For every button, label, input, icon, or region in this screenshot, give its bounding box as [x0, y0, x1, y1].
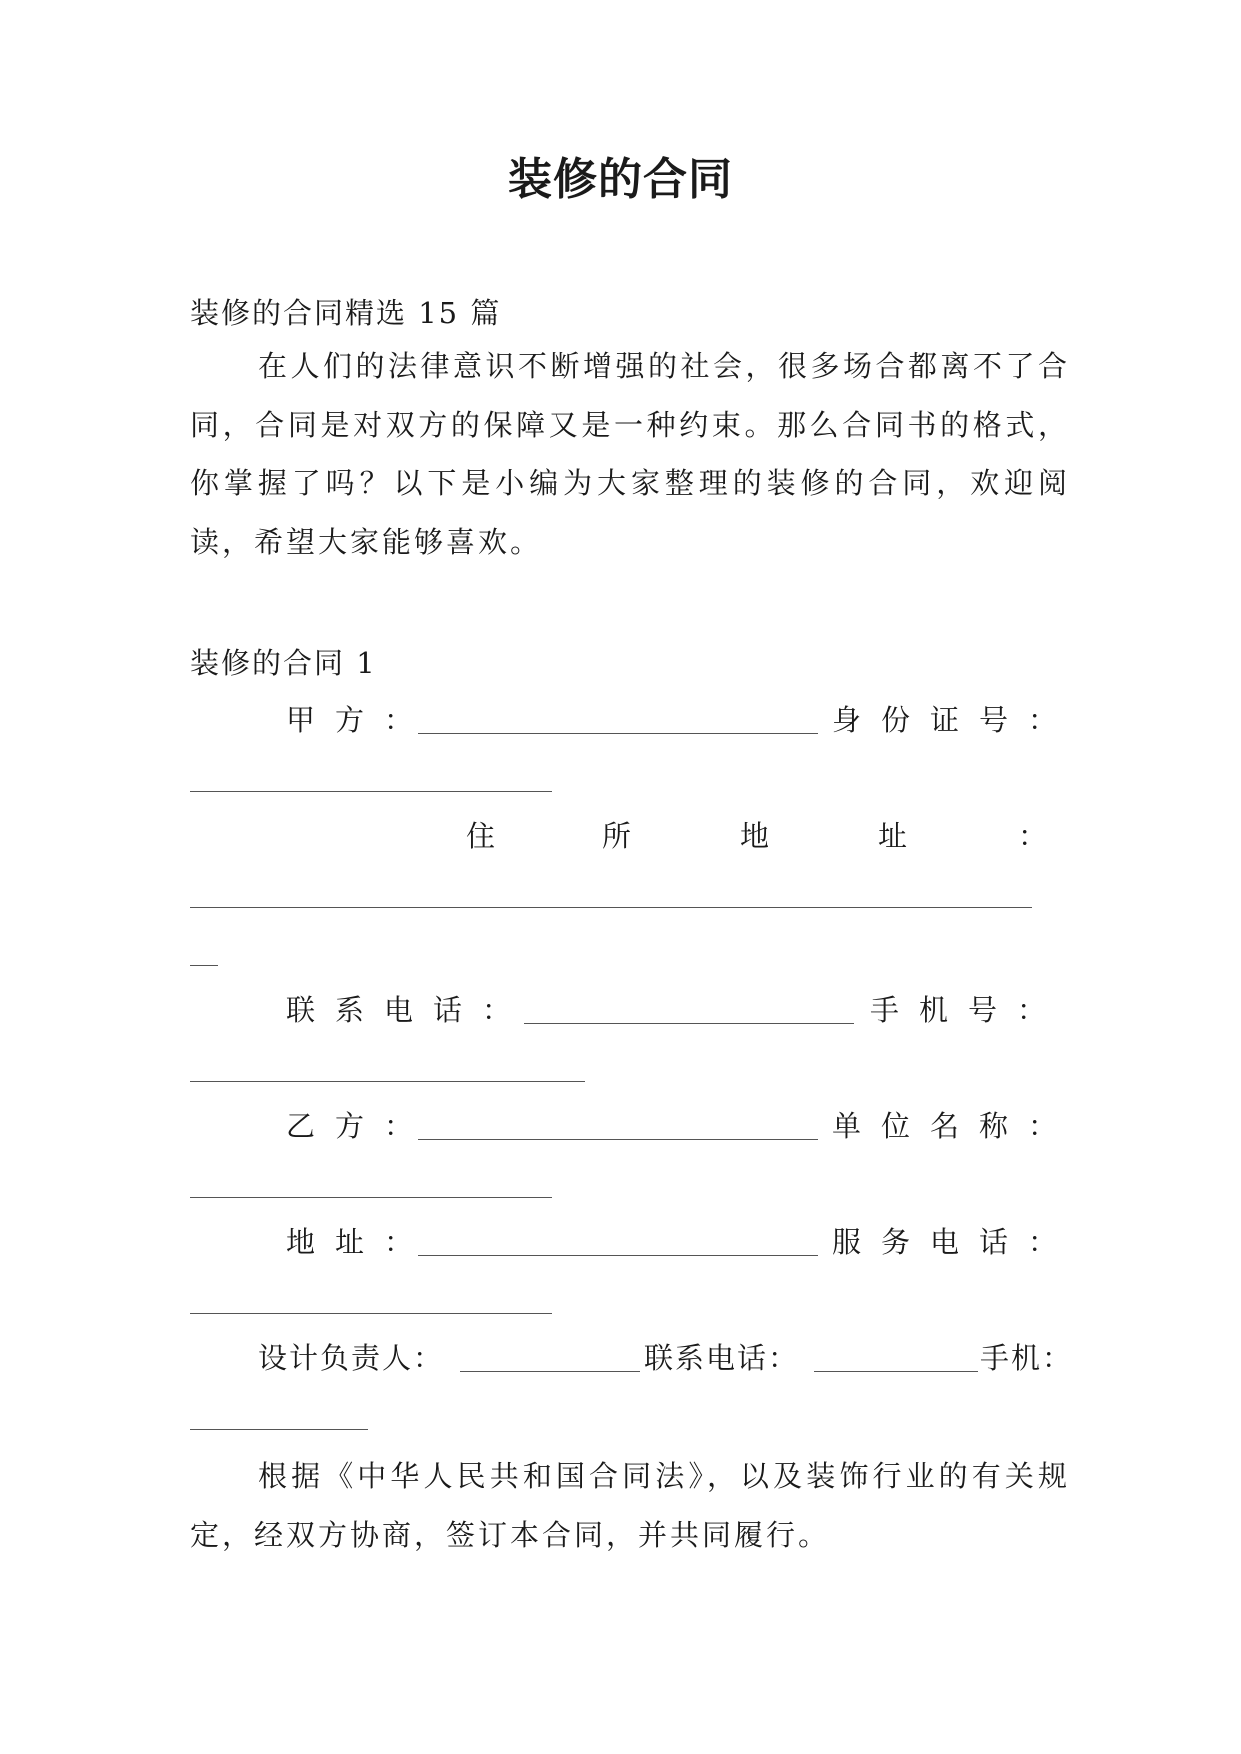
address-blank[interactable] — [418, 1255, 818, 1256]
subtitle: 装修的合同精选 15 篇 — [190, 296, 502, 330]
residence-address-blank[interactable] — [190, 907, 1032, 908]
mobile-label: 手机号： — [870, 993, 1067, 1027]
contact-phone-blank[interactable] — [524, 1023, 854, 1024]
address-label-char-2: 所 — [602, 819, 632, 853]
company-name-blank[interactable] — [190, 1197, 552, 1198]
designer-mobile-label: 手机： — [980, 1341, 1074, 1375]
party-b-blank[interactable] — [418, 1139, 818, 1140]
address-label: 地址： — [286, 1225, 434, 1259]
designer-label: 设计负责人： — [258, 1341, 445, 1375]
service-phone-label: 服务电话： — [832, 1225, 1078, 1259]
residence-address-blank-continued[interactable] — [190, 965, 218, 966]
id-number-label: 身份证号： — [832, 703, 1078, 737]
company-name-label: 单位名称： — [832, 1109, 1078, 1143]
section-heading: 装修的合同 1 — [190, 646, 377, 680]
designer-phone-label: 联系电话： — [644, 1341, 800, 1375]
contact-phone-label: 联系电话： — [286, 993, 532, 1027]
intro-paragraph: 在人们的法律意识不断增强的社会，很多场合都离不了合同，合同是对双方的保障又是一种约束。那么合同书的格式，你掌握了吗？以下是小编为大家整理的装修的合同，欢迎阅读，希望大家能够喜欢。 — [190, 349, 1070, 559]
party-a-blank[interactable] — [418, 733, 818, 734]
party-b-label: 乙方： — [286, 1109, 434, 1143]
id-number-blank[interactable] — [190, 791, 552, 792]
party-a-label: 甲方： — [286, 703, 434, 737]
service-phone-blank[interactable] — [190, 1313, 552, 1314]
designer-mobile-blank[interactable] — [190, 1429, 368, 1430]
address-label-char-1: 住 — [466, 819, 496, 853]
address-label-char-3: 地 — [740, 819, 770, 853]
designer-phone-blank[interactable] — [814, 1371, 978, 1372]
mobile-blank[interactable] — [190, 1081, 585, 1082]
document-title: 装修的合同 — [508, 154, 733, 205]
designer-blank[interactable] — [460, 1371, 640, 1372]
closing-paragraph: 根据《中华人民共和国合同法》，以及装饰行业的有关规定，经双方协商，签订本合同，并共同履行。 — [190, 1459, 1070, 1552]
address-label-colon: ： — [1018, 819, 1048, 853]
address-label-char-4: 址 — [878, 819, 908, 853]
